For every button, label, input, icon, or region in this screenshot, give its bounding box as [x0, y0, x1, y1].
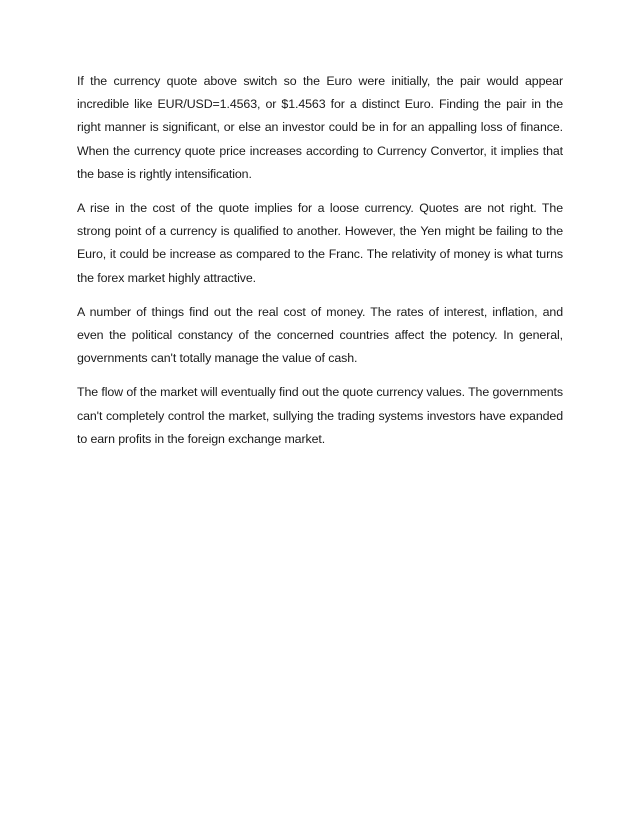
paragraph-1: If the currency quote above switch so the Euro were initially, the pair would appear incredible like EUR/USD=1.4563, or $1.4563 for a distinct Euro. Finding the pair in the right manner is significant, or else an investor could be in for an appalling loss of finance. When the currency quote price increases according to Currency Convertor, it implies that the base is rightly intensification.	[77, 74, 563, 181]
paragraph-2: A rise in the cost of the quote implies for a loose currency. Quotes are not right. The strong point of a currency is qualified to another. However, the Yen might be failing to the Euro, it could be increase as compared to the Franc. The relativity of money is what turns the forex market highly attractive.	[77, 201, 563, 285]
paragraph-3: A number of things find out the real cost of money. The rates of interest, inflation, and even the political constancy of the concerned countries affect the potency. In general, governments can't totally manage the value of cash.	[77, 304, 563, 366]
paragraph-4: The flow of the market will eventually find out the quote currency values. The governments can't completely control the market, sullying the trading systems investors have expanded to earn profits in the foreign exchange market.	[77, 385, 563, 446]
document-body	[77, 70, 563, 462]
